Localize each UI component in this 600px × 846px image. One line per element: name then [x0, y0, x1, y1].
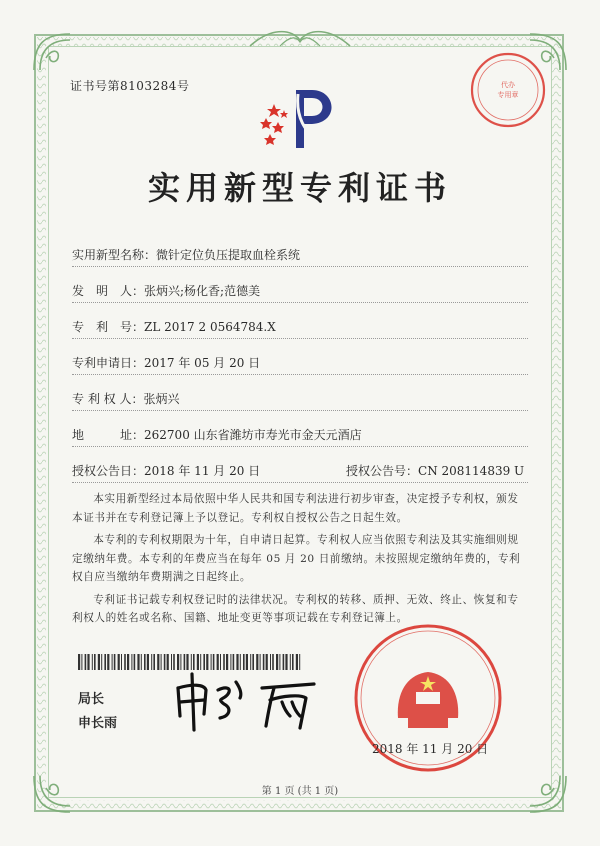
signature-title: 局长: [78, 692, 105, 707]
field-label: 专利申请日：: [72, 356, 145, 370]
field-label: 发 明 人：: [72, 284, 145, 298]
top-ornament-icon: [240, 24, 360, 54]
field-value: CN 208114839 U: [418, 464, 525, 478]
corner-ornament-icon: [30, 30, 74, 74]
field-patentee: [72, 390, 179, 407]
field-label: 授权公告日：: [72, 464, 145, 478]
certificate-number: 证书号第8103284号: [70, 79, 190, 93]
divider: [72, 446, 528, 447]
svg-text:专用章: 专用章: [497, 91, 519, 99]
certificate-body: [72, 490, 528, 632]
field-label: 授权公告号：: [346, 464, 419, 478]
field-address: [72, 426, 362, 443]
field-patent-number: [72, 318, 276, 335]
svg-text:代办: 代办: [501, 81, 515, 89]
field-label: 地 址：: [72, 428, 145, 442]
field-grant-date: [72, 462, 260, 479]
signature-name: 申长雨: [78, 716, 118, 731]
field-value: 2018 年 11 月 20 日: [144, 464, 261, 478]
seal-date: 2018 年 11 月 20 日: [372, 742, 489, 756]
field-application-date: [72, 354, 260, 371]
field-inventors: [72, 282, 260, 299]
paragraph-legal-status: 专利证书记载专利权登记时的法律状况。专利权的转移、质押、无效、终止、恢复和专利权人的姓名或名称、国籍、地址变更等事项记载在专利登记簿上。: [72, 593, 519, 624]
divider: [72, 482, 528, 483]
field-value: 微针定位负压提取血栓系统: [156, 248, 301, 262]
field-label: 专 利 权 人：: [72, 392, 144, 406]
divider: [72, 410, 528, 411]
field-value: 2017 年 05 月 20 日: [144, 356, 261, 370]
certificate-title: 实用新型专利证书: [147, 169, 452, 207]
paragraph-grant: 本实用新型经过本局依照中华人民共和国专利法进行初步审查，决定授予专利权，颁发本证书并在专利登记簿上予以登记。专利权自授权公告之日起生效。: [72, 493, 519, 524]
field-value: 262700 山东省潍坊市寿光市金天元酒店: [144, 428, 362, 442]
divider: [72, 374, 528, 375]
small-seal-icon: [468, 50, 548, 130]
divider: [72, 338, 528, 339]
paragraph-term: 本专利的专利权期限为十年，自申请日起算。专利权人应当依照专利法及其实施细则规定缴纳年费。本专利的年费应当在每年 05 月 20 日前缴纳。未按照规定缴纳年费的，专利权自应当缴纳年费期满之日起终止。: [72, 534, 521, 583]
field-label: 专 利 号：: [72, 320, 145, 334]
field-grant-number: [346, 462, 524, 479]
divider: [72, 302, 528, 303]
patent-office-logo-icon: [256, 84, 352, 154]
field-utility-model-name: [72, 246, 300, 263]
divider: [72, 266, 528, 267]
page-number: 第 1 页 (共 1 页): [261, 786, 339, 797]
field-value: 张炳兴: [143, 392, 180, 406]
handwritten-signature-icon: [170, 668, 320, 738]
field-label: 实用新型名称：: [72, 248, 157, 262]
field-value: ZL 2017 2 0564784.X: [144, 320, 276, 334]
field-value: 张炳兴;杨化香;范德美: [144, 284, 261, 298]
